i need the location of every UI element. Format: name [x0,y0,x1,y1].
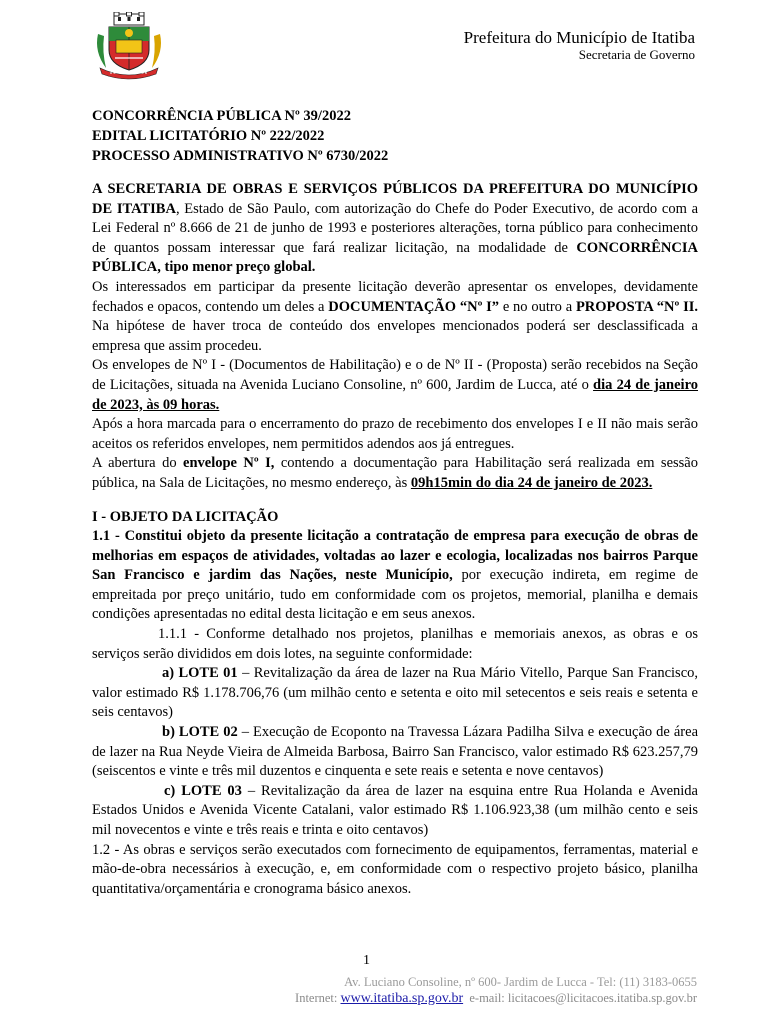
footer-contacts [295,991,697,1007]
envelope-one-label: envelope Nº I, [183,455,275,472]
opening-datetime: 09h15min do dia 24 de janeiro de 2023. [410,474,653,491]
internet-label: Internet: [295,991,341,1005]
envelopes-paragraph [92,278,698,356]
process-number: PROCESSO ADMINISTRATIVO Nº 6730/2022 [92,148,389,164]
lot-03 [92,782,698,841]
receipt-text: Os envelopes de Nº I - (Documentos de Habilitação) e o de Nº II - (Proposta) serão recebidos na Seção de Licitações, situada na Avenida Luciano Consoline, nº 600, Jardim de Lucca, até o [92,357,698,393]
email-text: e-mail: licitacoes@licitacoes.itatiba.sp.gov.br [463,991,697,1005]
clause-1-1 [92,527,698,625]
envelopes-text-3: Na hipótese de haver troca de conteúdo dos envelopes mencionados poderá ser desclassificada a empresa que assim procedeu. [92,318,698,354]
website-link[interactable]: www.itatiba.sp.gov.br [340,991,464,1006]
closing-paragraph: Após a hora marcada para o encerramento do prazo de recebimento dos envelopes I e II não mais serão aceitos os referidos envelopes, nem permitidos adendos aos já entregues. [92,416,698,452]
footer-address: Av. Luciano Consoline, nº 600- Jardim de Lucca - Tel: (11) 3183-0655 [344,975,697,989]
municipal-crest-logo [92,12,166,80]
intro-paragraph [92,180,698,278]
opening-text-1: A abertura do [92,455,184,472]
opening-text-2: contendo a documentação para Habilitação será realizada em sessão pública, na Sala de Licitações, no mesmo endereço, às [92,455,698,491]
issuer-name: A SECRETARIA DE OBRAS E SERVIÇOS PÚBLICOS DA PREFEITURA DO MUNICÍPIO DE ITATIBA [92,181,698,217]
envelopes-text-2: e no outro a [499,298,576,315]
lot-03-text: – Revitalização da área de lazer na esquina entre Rua Holanda e Avenida Estados Unidos e Avenida Vicente Catalani, valor estimado R$ 1.106.923,38 (um milhão cento e seis mil novecentos e vinte e três reais e trinta e oito centavos) [92,782,698,838]
department-name: Secretaria de Governo [578,47,695,62]
clause-1-1-1: 1.1.1 - Conforme detalhado nos projetos, planilhas e memoriais anexos, as obras e os serviços serão divididos em dois lotes, na seguinte conformidade: [92,626,698,662]
lot-03-label: c) LOTE 03 [164,782,242,799]
modality-text: CONCORRÊNCIA PÚBLICA, tipo menor preço global. [92,239,698,276]
intro-text: , Estado de São Paulo, com autorização do Chefe do Poder Executivo, de acordo com a Lei Federal nº 8.666 de 21 de junho de 1993 e posteriores alterações, torna público para conhecimento de quantos possam interessar que fará realizar licitação, na modalidade de [92,200,699,256]
lot-02-text: – Execução de Ecoponto na Travessa Lázara Padilha Silva e execução de área de lazer na Rua Neyde Vieira de Almeida Barbosa, Bairro San Francisco, valor estimado R$ 623.257,79 (seiscentos e vinte e três mil duzentos e cinquenta e sete reais e setenta e nove centavos) [92,724,699,780]
lot-02-label: b) LOTE 02 [162,724,238,741]
municipality-name: Prefeitura do Município de Itatiba [463,28,695,47]
lot-02 [92,723,698,782]
lot-01-text: – Revitalização da área de lazer na Rua Mário Vitello, Parque San Francisco, valor estimado R$ 1.178.706,76 (um milhão cento e setenta e oito mil setecentos e seis reais e setenta e seis centavos) [92,665,699,721]
envelope-documentation-label: DOCUMENTAÇÃO “Nº I” [328,298,500,315]
clause-1-1-bold: 1.1 - Constitui objeto da presente licitação a contratação de empresa para execução de obras de melhorias em espaços de atividades, voltadas ao lazer e ecologia, localizadas nos bairros Parque San Francisco e jardim das Nações, neste Município, [92,528,698,584]
opening-paragraph [92,454,698,493]
edict-number: EDITAL LICITATÓRIO Nº 222/2022 [92,128,325,144]
lot-01 [92,664,698,723]
envelope-proposal-label: PROPOSTA “Nº II. [575,298,698,315]
lot-01-label: a) LOTE 01 [162,665,238,682]
receipt-paragraph [92,356,698,415]
clause-1-1-text: por execução indireta, em regime de empreitada por preço unitário, tudo em conformidade com os projetos, memorial, planilha e demais condições apresentadas no edital desta licitação e em seus anexos. [92,567,698,623]
document-body [92,180,698,899]
page-number: 1 [363,953,370,968]
tender-number: CONCORRÊNCIA PÚBLICA Nº 39/2022 [92,108,351,124]
section-title-objeto: I - OBJETO DA LICITAÇÃO [92,508,279,525]
envelopes-text-1: Os interessados em participar da presente licitação deverão apresentar os envelopes, devidamente fechados e opacos, contendo um deles a [92,278,698,315]
document-identifiers [92,106,388,166]
receipt-deadline: dia 24 de janeiro de 2023, às 09 horas. [92,376,699,413]
clause-1-2: 1.2 - As obras e serviços serão executados com fornecimento de equipamentos, ferramentas, material e mão-de-obra necessários à execução, e, em conformidade com o respectivo projeto básico, planilha quantitativa/orçamentária e cronograma básico anexos. [92,841,698,897]
